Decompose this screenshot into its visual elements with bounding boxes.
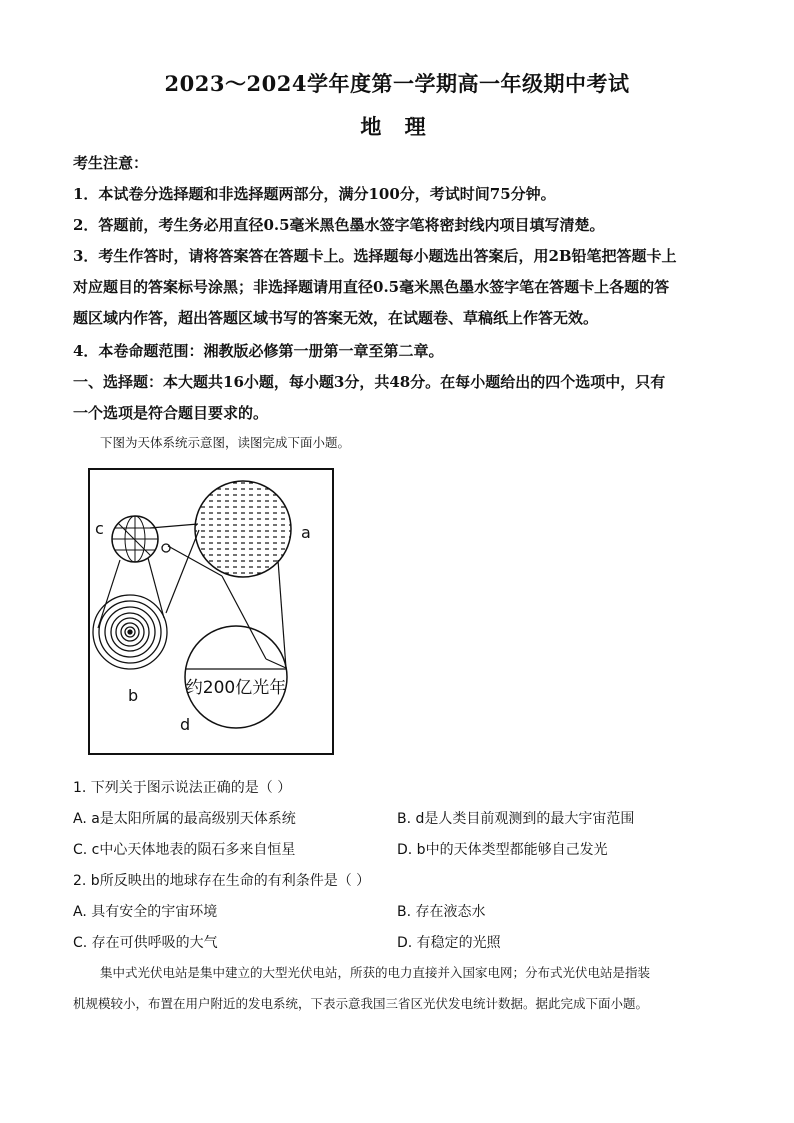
- notice-item: 3．考生作答时，请将答案答在答题卡上。选择题每小题选出答案后，用2B铅笔把答题卡上: [73, 247, 677, 265]
- notice-item: 题区域内作答，超出答题区域书写的答案无效，在试题卷、草稿纸上作答无效。: [73, 309, 599, 327]
- question-2-option-d[interactable]: D. 有稳定的光照: [397, 935, 501, 951]
- passage-intro-cont: 机规模较小，布置在用户附近的发电系统，下表示意我国三省区光伏发电统计数据。据此完成下面小题。: [73, 996, 649, 1011]
- question-2-option-a[interactable]: A. 具有安全的宇宙环境: [73, 904, 218, 920]
- label-scale: 约200亿光年: [185, 678, 287, 698]
- notice-heading: 考生注意：: [73, 154, 149, 172]
- circle-a: [195, 481, 291, 577]
- section-heading-cont: 一个选项是符合题目要求的。: [73, 404, 269, 422]
- notice-item: 1．本试卷分选择题和非选择题两部分，满分100分，考试时间75分钟。: [73, 185, 556, 203]
- exam-title: 2023～2024学年度第一学期高一年级期中考试: [164, 71, 630, 96]
- label-d: d: [180, 715, 191, 734]
- label-a: a: [301, 523, 311, 542]
- circle-d: [185, 626, 287, 728]
- question-1-option-c[interactable]: C. c中心天体地表的陨石多来自恒星: [73, 842, 296, 858]
- question-2-stem: 2. b所反映出的地球存在生命的有利条件是（ ）: [73, 873, 371, 889]
- notice-item: 2．答题前，考生务必用直径0.5毫米黑色墨水签字笔将密封线内项目填写清楚。: [73, 216, 605, 234]
- celestial-system-figure: [88, 468, 334, 755]
- subject-title: 地 理: [360, 114, 434, 139]
- question-1-option-b[interactable]: B. d是人类目前观测到的最大宇宙范围: [397, 811, 635, 827]
- label-b: b: [128, 686, 139, 705]
- question-2-option-b[interactable]: B. 存在液态水: [397, 904, 486, 920]
- section-heading: 一、选择题：本大题共16小题，每小题3分，共48分。在每小题给出的四个选项中，只有: [73, 373, 666, 391]
- question-2-option-c[interactable]: C. 存在可供呼吸的大气: [73, 935, 218, 951]
- passage-intro: 集中式光伏电站是集中建立的大型光伏电站，所获的电力直接并入国家电网；分布式光伏电站是指装: [100, 965, 651, 980]
- question-1-option-d[interactable]: D. b中的天体类型都能够自己发光: [397, 842, 608, 858]
- question-1-stem: 1. 下列关于图示说法正确的是（ ）: [73, 780, 292, 796]
- label-c: c: [95, 519, 104, 538]
- notice-item: 对应题目的答案标号涂黑；非选择题请用直径0.5毫米黑色墨水签字笔在答题卡上各题的答: [73, 278, 670, 296]
- notice-item: 4．本卷命题范围：湘教版必修第一册第一章至第二章。: [73, 342, 444, 360]
- figure-intro: 下图为天体系统示意图，读图完成下面小题。: [100, 435, 351, 450]
- question-1-option-a[interactable]: A. a是太阳所属的最高级别天体系统: [73, 811, 296, 827]
